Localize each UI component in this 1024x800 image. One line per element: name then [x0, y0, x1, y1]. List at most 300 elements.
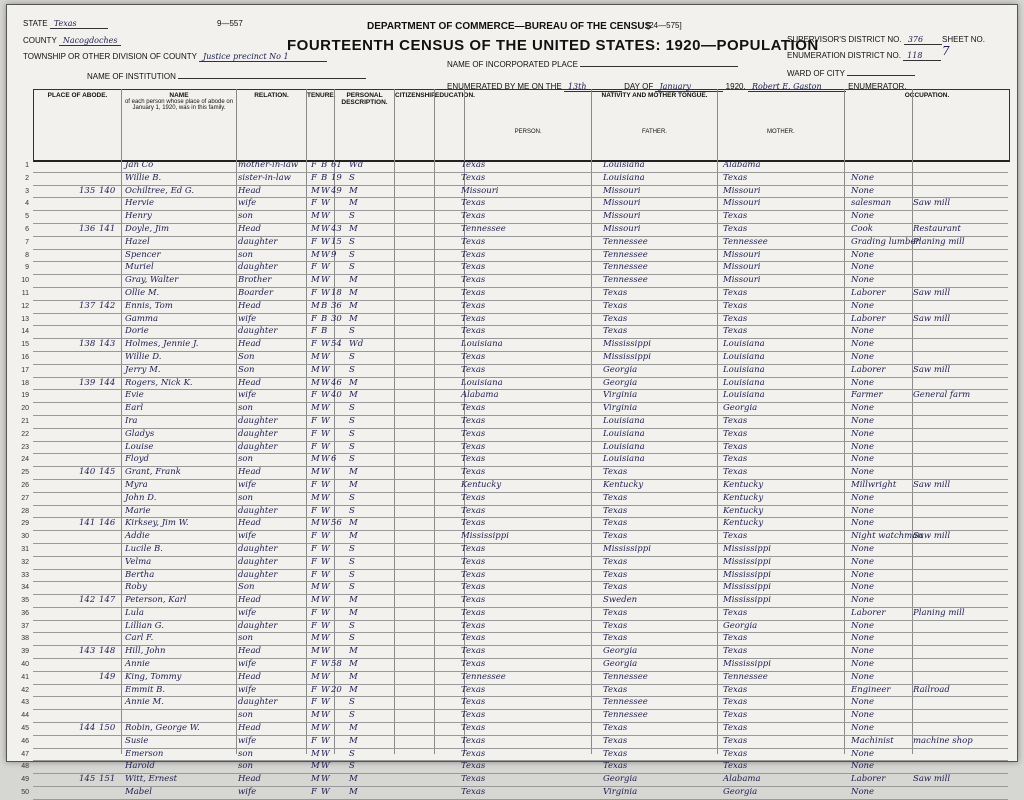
- birthplace: Alabama: [461, 390, 499, 401]
- relation: wife: [238, 684, 257, 695]
- relation: Head: [238, 467, 261, 478]
- marital-status: S: [349, 403, 355, 414]
- industry: machine shop: [913, 735, 973, 746]
- township-field: TOWNSHIP OR OTHER DIVISION OF COUNTY Justice precinct No 1: [23, 52, 327, 62]
- institution-field: NAME OF INSTITUTION: [87, 72, 366, 81]
- race: W: [321, 467, 330, 478]
- occupation: None: [851, 582, 875, 593]
- header-education: EDUCATION.: [435, 90, 465, 160]
- sex: M: [311, 646, 320, 657]
- birthplace: Texas: [461, 556, 486, 567]
- marital-status: M: [349, 531, 358, 542]
- birthplace: Texas: [461, 735, 486, 746]
- sex: F: [311, 262, 317, 273]
- sex: F: [311, 428, 317, 439]
- person-name: Carl F.: [125, 633, 154, 644]
- family-number: 148: [99, 646, 116, 657]
- sex: F: [311, 543, 317, 554]
- race: W: [321, 287, 330, 298]
- mother-birthplace: Missouri: [723, 262, 761, 273]
- table-row: [21, 646, 1008, 659]
- mother-birthplace: Missouri: [723, 249, 761, 260]
- row-number: 43: [21, 699, 29, 707]
- sex: F: [311, 441, 317, 452]
- birthplace: Louisiana: [461, 377, 503, 388]
- table-row: [25, 211, 1008, 224]
- person-name: Annie M.: [125, 697, 164, 708]
- marital-status: S: [349, 697, 355, 708]
- row-number: 5: [25, 213, 29, 221]
- race: W: [321, 723, 330, 734]
- mother-birthplace: Kentucky: [723, 518, 764, 529]
- relation: son: [238, 761, 253, 772]
- table-row: [21, 428, 1008, 442]
- header-name: NAME of each person whose place of abode on January 1, 1920, was in this family.: [122, 90, 237, 160]
- sex: F: [311, 160, 317, 170]
- dwelling-number: 139: [79, 377, 96, 388]
- marital-status: M: [349, 735, 358, 746]
- father-birthplace: Tennessee: [603, 249, 648, 260]
- marital-status: M: [349, 313, 358, 324]
- sex: F: [311, 684, 317, 695]
- person-name: Annie: [125, 659, 150, 670]
- person-name: Doyle, Jim: [125, 223, 170, 234]
- mother-birthplace: Texas: [723, 646, 748, 657]
- sex: F: [311, 415, 317, 426]
- row-number: 26: [21, 481, 29, 489]
- table-row: [25, 223, 1008, 237]
- occupation: Machinist: [851, 735, 894, 746]
- race: B: [321, 172, 328, 183]
- birthplace: Missouri: [461, 185, 499, 196]
- mother-birthplace: Texas: [723, 633, 748, 644]
- row-number: 38: [21, 635, 29, 643]
- father-birthplace: Kentucky: [603, 479, 644, 490]
- person-name: King, Tommy: [125, 671, 182, 682]
- mother-birthplace: Louisiana: [723, 377, 765, 388]
- sex: M: [311, 211, 320, 222]
- sex: M: [311, 454, 320, 465]
- occupation: None: [851, 326, 875, 337]
- race: W: [321, 492, 330, 503]
- mother-birthplace: Texas: [723, 467, 748, 478]
- occupation: None: [851, 300, 875, 311]
- mother-birthplace: Texas: [723, 697, 748, 708]
- table-row: [21, 390, 1008, 403]
- mother-birthplace: Texas: [723, 172, 748, 183]
- table-row: [21, 569, 1008, 583]
- birthplace: Texas: [461, 607, 486, 618]
- sex: F: [311, 287, 317, 298]
- birthplace: Texas: [461, 633, 486, 644]
- dwelling-number: 142: [79, 595, 96, 606]
- person-name: Mabel: [125, 787, 152, 798]
- father-birthplace: Tennessee: [603, 236, 648, 247]
- father-birthplace: Tennessee: [603, 262, 648, 273]
- father-birthplace: Texas: [603, 505, 628, 516]
- person-name: Evie: [125, 390, 144, 401]
- race: W: [321, 351, 330, 362]
- row-number: 4: [25, 200, 29, 208]
- table-row: [21, 671, 1008, 685]
- form-code: [24—575]: [647, 21, 682, 30]
- header-tenure: TENURE.: [307, 90, 335, 160]
- row-number: 11: [21, 289, 29, 297]
- relation: son: [238, 492, 253, 503]
- mother-birthplace: Texas: [723, 441, 748, 452]
- relation: daughter: [238, 569, 278, 580]
- father-birthplace: Georgia: [603, 377, 638, 388]
- row-number: 29: [21, 520, 29, 528]
- table-row: [21, 787, 1008, 800]
- person-name: Witt, Ernest: [125, 774, 178, 785]
- race: W: [321, 211, 330, 222]
- person-name: Addie: [125, 531, 150, 542]
- sex: M: [311, 748, 320, 759]
- race: W: [321, 646, 330, 657]
- row-number: 13: [21, 315, 29, 323]
- occupation: None: [851, 467, 875, 478]
- mother-birthplace: Missouri: [723, 198, 761, 209]
- person-name: Rogers, Nick K.: [125, 377, 193, 388]
- occupation: None: [851, 185, 875, 196]
- person-name: Henry: [125, 211, 152, 222]
- marital-status: S: [349, 249, 355, 260]
- birthplace: Texas: [461, 403, 486, 414]
- column-headers: [33, 89, 1010, 162]
- birthplace: Texas: [461, 467, 486, 478]
- father-birthplace: Virginia: [603, 787, 638, 798]
- marital-status: S: [349, 262, 355, 273]
- father-birthplace: Texas: [603, 556, 628, 567]
- industry: Saw mill: [913, 287, 951, 298]
- row-number: 42: [21, 686, 29, 694]
- relation: Son: [238, 351, 255, 362]
- birthplace: Texas: [461, 364, 486, 375]
- age: 15: [331, 236, 342, 247]
- occupation: None: [851, 710, 875, 721]
- family-number: 140: [99, 185, 116, 196]
- mother-birthplace: Texas: [723, 454, 748, 465]
- father-birthplace: Texas: [603, 467, 628, 478]
- industry: Saw mill: [913, 364, 951, 375]
- father-birthplace: Texas: [603, 287, 628, 298]
- marital-status: M: [349, 479, 358, 490]
- relation: wife: [238, 787, 257, 798]
- marital-status: M: [349, 300, 358, 311]
- birthplace: Texas: [461, 723, 486, 734]
- mother-birthplace: Georgia: [723, 620, 758, 631]
- person-name: Jerry M.: [125, 364, 161, 375]
- marital-status: M: [349, 287, 358, 298]
- row-number: 15: [21, 341, 29, 349]
- race: W: [321, 479, 330, 490]
- birthplace: Texas: [461, 595, 486, 606]
- father-birthplace: Texas: [603, 492, 628, 503]
- page-title: FOURTEENTH CENSUS OF THE UNITED STATES: 1920—POPULATION: [287, 37, 819, 54]
- sex: F: [311, 607, 317, 618]
- occupation: None: [851, 275, 875, 286]
- birthplace: Texas: [461, 646, 486, 657]
- occupation: Cook: [851, 223, 873, 234]
- dwelling-number: 136: [79, 223, 96, 234]
- family-number: 143: [99, 339, 116, 350]
- father-birthplace: Texas: [603, 735, 628, 746]
- marital-status: S: [349, 761, 355, 772]
- table-row: [21, 531, 1008, 544]
- marital-status: S: [349, 582, 355, 593]
- mother-birthplace: Tennessee: [723, 671, 768, 682]
- relation: daughter: [238, 697, 278, 708]
- row-number: 27: [21, 494, 29, 502]
- person-name: John D.: [125, 492, 157, 503]
- person-name: Earl: [125, 403, 144, 414]
- age: 49: [331, 185, 342, 196]
- race: W: [321, 249, 330, 260]
- race: W: [321, 556, 330, 567]
- marital-status: M: [349, 607, 358, 618]
- father-birthplace: Louisiana: [603, 428, 645, 439]
- birthplace: Texas: [461, 275, 486, 286]
- mother-birthplace: Texas: [723, 300, 748, 311]
- relation: wife: [238, 198, 257, 209]
- sex: M: [311, 710, 320, 721]
- mother-birthplace: Texas: [723, 287, 748, 298]
- person-name: Bertha: [125, 569, 155, 580]
- person-name: Ochiltree, Ed G.: [125, 185, 195, 196]
- table-row: [21, 300, 1008, 314]
- race: B: [321, 160, 328, 170]
- race: W: [321, 415, 330, 426]
- mother-birthplace: Texas: [723, 531, 748, 542]
- person-name: Roby: [125, 582, 147, 593]
- occupation: None: [851, 428, 875, 439]
- mother-birthplace: Texas: [723, 313, 748, 324]
- father-birthplace: Texas: [603, 633, 628, 644]
- person-name: Dorie: [125, 326, 149, 337]
- sex: F: [311, 531, 317, 542]
- father-birthplace: Texas: [603, 582, 628, 593]
- race: W: [321, 582, 330, 593]
- race: W: [321, 505, 330, 516]
- birthplace: Texas: [461, 249, 486, 260]
- relation: wife: [238, 659, 257, 670]
- mother-birthplace: Mississippi: [723, 543, 771, 554]
- sex: M: [311, 595, 320, 606]
- family-number: 147: [99, 595, 116, 606]
- header-citizenship: CITIZENSHIP.: [395, 90, 435, 160]
- occupation: None: [851, 543, 875, 554]
- mother-birthplace: Kentucky: [723, 492, 764, 503]
- birthplace: Texas: [461, 441, 486, 452]
- row-number: 10: [21, 277, 29, 285]
- relation: daughter: [238, 415, 278, 426]
- relation: Head: [238, 518, 261, 529]
- sex: M: [311, 467, 320, 478]
- birthplace: Texas: [461, 710, 486, 721]
- row-number: 50: [21, 789, 29, 797]
- birthplace: Tennessee: [461, 223, 506, 234]
- race: B: [321, 313, 328, 324]
- birthplace: Mississippi: [461, 531, 509, 542]
- occupation: None: [851, 415, 875, 426]
- birthplace: Texas: [461, 313, 486, 324]
- birthplace: Texas: [461, 787, 486, 798]
- dwelling-number: 141: [79, 518, 96, 529]
- mother-birthplace: Louisiana: [723, 339, 765, 350]
- relation: Head: [238, 671, 261, 682]
- birthplace: Texas: [461, 172, 486, 183]
- race: W: [321, 697, 330, 708]
- age: 61: [331, 160, 342, 170]
- race: W: [321, 710, 330, 721]
- mother-birthplace: Georgia: [723, 403, 758, 414]
- relation: Head: [238, 774, 261, 785]
- table-row: [21, 275, 1008, 288]
- occupation: None: [851, 518, 875, 529]
- relation: daughter: [238, 441, 278, 452]
- father-birthplace: Tennessee: [603, 275, 648, 286]
- age: 54: [331, 339, 342, 350]
- table-row: [21, 364, 1008, 378]
- occupation: None: [851, 262, 875, 273]
- birthplace: Texas: [461, 198, 486, 209]
- sex: F: [311, 198, 317, 209]
- row-number: 14: [21, 328, 29, 336]
- marital-status: S: [349, 364, 355, 375]
- marital-status: S: [349, 326, 355, 337]
- relation: daughter: [238, 543, 278, 554]
- relation: son: [238, 211, 253, 222]
- relation: Head: [238, 339, 261, 350]
- occupation: None: [851, 671, 875, 682]
- person-name: Marie: [125, 505, 151, 516]
- age: 19: [331, 172, 342, 183]
- row-number: 39: [21, 648, 29, 656]
- father-birthplace: Sweden: [603, 595, 638, 606]
- relation: wife: [238, 479, 257, 490]
- mother-birthplace: Texas: [723, 735, 748, 746]
- birthplace: Texas: [461, 761, 486, 772]
- father-birthplace: Tennessee: [603, 710, 648, 721]
- row-number: 34: [21, 584, 29, 592]
- relation: daughter: [238, 428, 278, 439]
- occupation: Grading lumber: [851, 236, 920, 247]
- father-birthplace: Texas: [603, 761, 628, 772]
- birthplace: Texas: [461, 454, 486, 465]
- father-birthplace: Georgia: [603, 659, 638, 670]
- person-name: Louise: [125, 441, 154, 452]
- row-number: 19: [21, 392, 29, 400]
- sex: F: [311, 390, 317, 401]
- table-row: [21, 748, 1008, 762]
- table-row: [21, 339, 1008, 352]
- birthplace: Tennessee: [461, 671, 506, 682]
- person-name: Emerson: [125, 748, 164, 759]
- relation: daughter: [238, 620, 278, 631]
- birthplace: Texas: [461, 582, 486, 593]
- birthplace: Kentucky: [461, 479, 502, 490]
- sex: M: [311, 492, 320, 503]
- age: 43: [331, 223, 342, 234]
- mother-birthplace: Texas: [723, 211, 748, 222]
- age: 30: [331, 313, 342, 324]
- table-row: [25, 160, 1008, 173]
- occupation: None: [851, 339, 875, 350]
- row-number: 7: [25, 238, 29, 246]
- marital-status: S: [349, 748, 355, 759]
- row-number: 23: [21, 443, 29, 451]
- industry: Planing mill: [913, 607, 965, 618]
- table-row: [21, 556, 1008, 570]
- row-number: 3: [25, 187, 29, 195]
- father-birthplace: Texas: [603, 684, 628, 695]
- relation: wife: [238, 607, 257, 618]
- race: W: [321, 774, 330, 785]
- dwelling-number: 140: [79, 467, 96, 478]
- mother-birthplace: Mississippi: [723, 569, 771, 580]
- table-row: [21, 351, 1008, 365]
- birthplace: Texas: [461, 287, 486, 298]
- father-birthplace: Texas: [603, 748, 628, 759]
- occupation: None: [851, 492, 875, 503]
- birthplace: Texas: [461, 518, 486, 529]
- occupation: Engineer: [851, 684, 891, 695]
- occupation: None: [851, 441, 875, 452]
- sex: M: [311, 671, 320, 682]
- occupation: None: [851, 454, 875, 465]
- race: W: [321, 454, 330, 465]
- sex: F: [311, 172, 317, 183]
- father-birthplace: Mississippi: [603, 351, 651, 362]
- sex: M: [311, 633, 320, 644]
- dwelling-number: 145: [79, 774, 96, 785]
- race: B: [321, 300, 328, 311]
- person-name: Ollie M.: [125, 287, 160, 298]
- race: W: [321, 735, 330, 746]
- mother-birthplace: Mississippi: [723, 556, 771, 567]
- industry: Saw mill: [913, 531, 951, 542]
- row-number: 40: [21, 661, 29, 669]
- race: B: [321, 326, 328, 337]
- row-number: 49: [21, 776, 29, 784]
- race: W: [321, 684, 330, 695]
- row-number: 16: [21, 353, 29, 361]
- relation: Head: [238, 377, 261, 388]
- race: W: [321, 236, 330, 247]
- person-name: Ennis, Tom: [125, 300, 173, 311]
- person-name: Lucile B.: [125, 543, 163, 554]
- race: W: [321, 620, 330, 631]
- row-number: 30: [21, 533, 29, 541]
- person-name: Harold: [125, 761, 155, 772]
- marital-status: S: [349, 441, 355, 452]
- father-birthplace: Louisiana: [603, 172, 645, 183]
- birthplace: Texas: [461, 748, 486, 759]
- race: W: [321, 518, 330, 529]
- mother-birthplace: Texas: [723, 723, 748, 734]
- dwelling-number: 137: [79, 300, 96, 311]
- family-number: 151: [99, 774, 116, 785]
- sex: F: [311, 236, 317, 247]
- relation: wife: [238, 735, 257, 746]
- marital-status: Wd: [349, 339, 364, 350]
- row-number: 20: [21, 405, 29, 413]
- occupation: None: [851, 633, 875, 644]
- occupation: None: [851, 595, 875, 606]
- person-name: Robin, George W.: [125, 723, 200, 734]
- relation: Son: [238, 582, 255, 593]
